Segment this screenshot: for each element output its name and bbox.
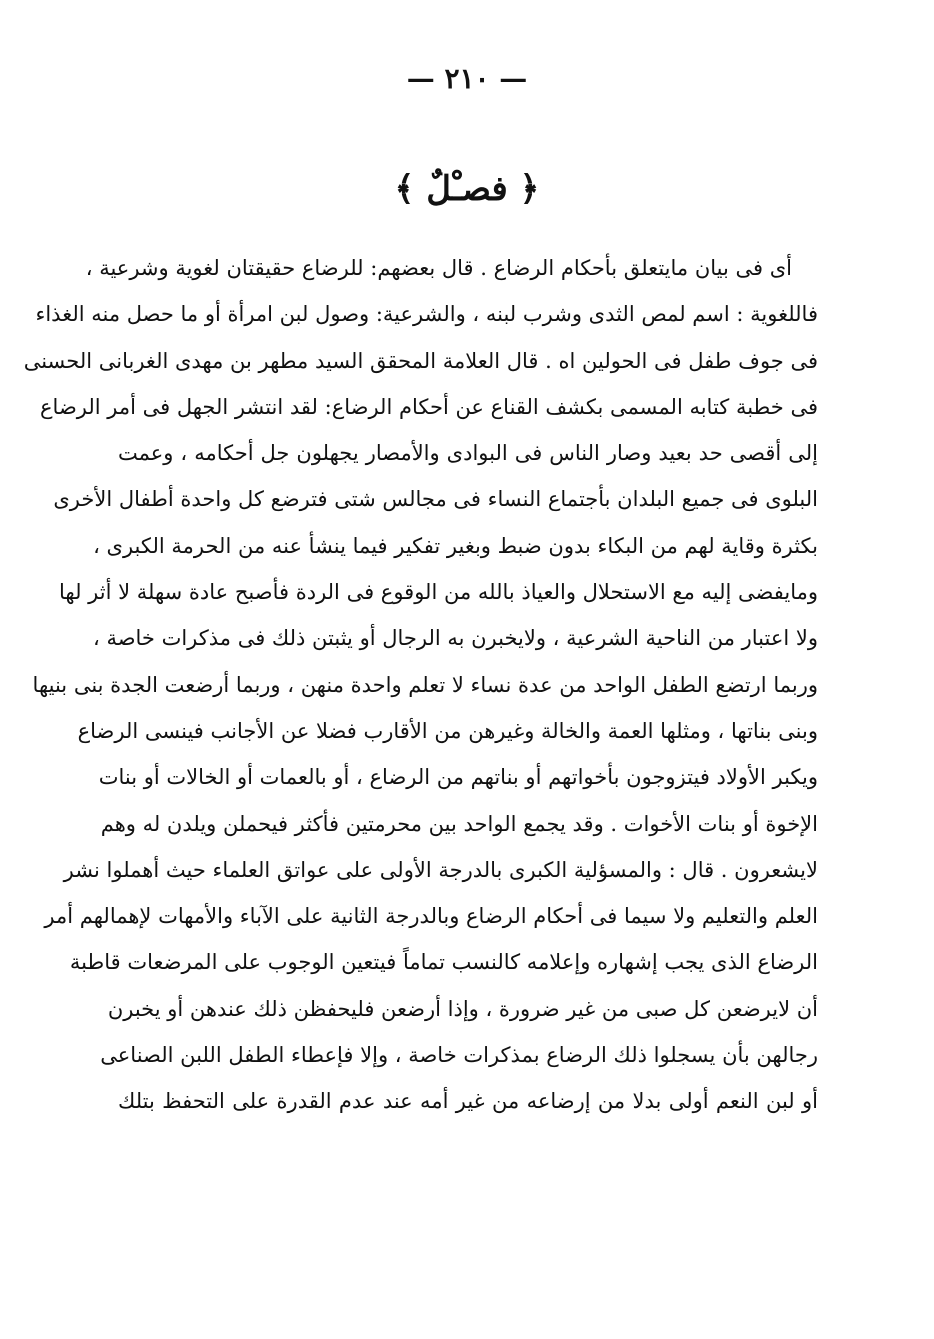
text-line: أن لايرضعن كل صبى من غير ضرورة ، وإذا أرضعن فليحفظن ذلك عندهن أو يخبرن xyxy=(107,996,818,1021)
text-line: أى فى بيان مايتعلق بأحكام الرضاع . قال بعضهم: للرضاع حقيقتان لغوية وشرعية ، xyxy=(85,256,792,280)
text-line: رجالهن بأن يسجلوا ذلك الرضاع بمذكرات خاصة ، وإلا فإعطاء الطفل اللبن الصناعى xyxy=(100,1043,818,1068)
text-line: فى خطبة كتابه المسمى بكشف القناع عن أحكام الرضاع: لقد انتشر الجهل فى أمر الرضاع xyxy=(40,394,818,419)
text-line: ويكبر الأولاد فيتزوجون بأخواتهم أو بناتهم من الرضاع ، أو بالعمات أو الخالات أو بنات xyxy=(98,765,818,790)
text-line: فاللغوية : اسم لمص الثدى وشرب لبنه ، والشرعية: وصول لبن امرأة أو ما حصل منه الغذاء xyxy=(35,302,818,327)
text-line: وربما ارتضع الطفل الواحد من عدة نساء لا تعلم واحدة منهن ، وربما أرضعت الجدة بنى بنيها xyxy=(32,672,818,697)
text-line: ومايفضى إليه مع الاستحلال والعياذ بالله من الوقوع فى الردة فأصبح عادة سهلة لا أثر لها xyxy=(59,580,818,605)
text-line: إلى أقصى حد بعيد وصار الناس فى البوادى والأمصار يجهلون جل أحكامه ، وعمت xyxy=(118,441,818,466)
text-line: أو لبن النعم أولى بدلا من إرضاعه من غير أمه عند عدم القدرة على التحفظ بتلك xyxy=(118,1089,818,1114)
text-line: الإخوة أو بنات الأخوات . وقد يجمع الواحد بين محرمتين فأكثر فيحملن ويلدن له وهم xyxy=(100,811,818,836)
text-line: ولا اعتبار من الناحية الشرعية ، ولايخبرن به الرجال أو يثبتن ذلك فى مذكرات خاصة ، xyxy=(92,626,818,651)
text-line: بكثرة وقاية لهم من البكاء بدون ضبط وبغير تفكير فيما ينشأ عنه من الحرمة الكبرى ، xyxy=(93,533,818,558)
page-number: — ٢١٠ — xyxy=(406,62,528,95)
text-line: لايشعرون . قال : والمسؤلية الكبرى بالدرجة الأولى على عواتق العلماء حيث أهملوا نشر xyxy=(63,857,818,882)
section-heading: ﴿ فصـْلٌ ﴾ xyxy=(394,169,540,209)
text-line: العلم والتعليم ولا سيما فى أحكام الرضاع وبالدرجة الثانية على الآباء والأمهات لإهمالهم أمر xyxy=(44,904,818,929)
text-line: الرضاع الذى يجب إشهاره وإعلامه كالنسب تماماً فيتعين الوجوب على المرضعات قاطبة xyxy=(69,950,818,975)
text-line: البلوى فى جميع البلدان بأجتماع النساء فى مجالس شتى فترضع كل واحدة أطفال الأخرى xyxy=(53,487,818,512)
text-line: وبنى بناتها ، ومثلها العمة والخالة وغيرهن من الأقارب فضلا عن الأجانب فينسى الرضاع xyxy=(77,718,818,743)
text-line: فى جوف طفل فى الحولين اه . قال العلامة المحقق السيد مطهر بن مهدى الغربانى الحسنى xyxy=(23,348,818,373)
body-text xyxy=(23,245,818,1125)
